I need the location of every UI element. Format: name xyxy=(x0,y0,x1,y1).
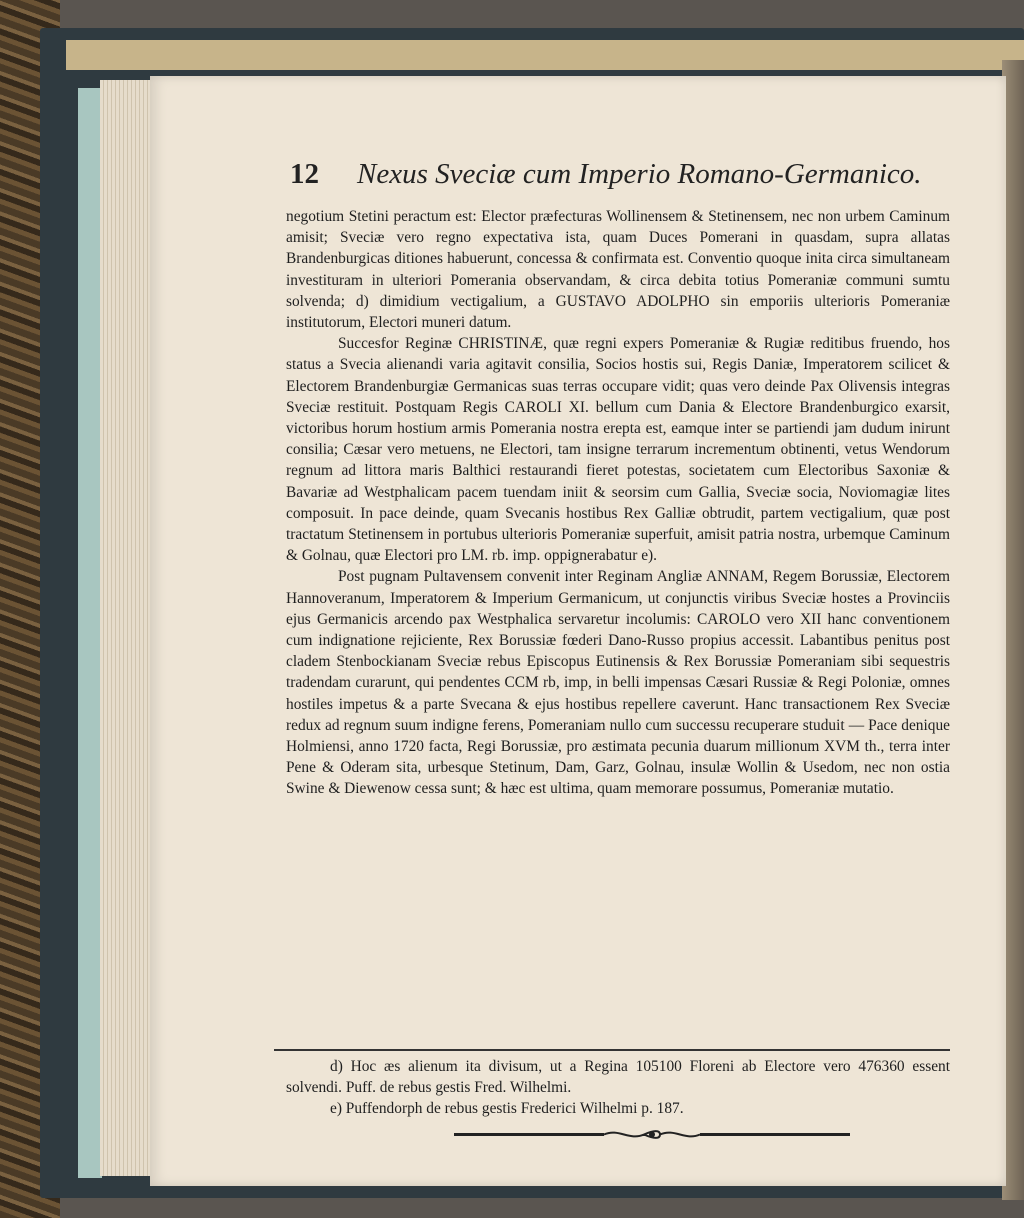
footnote-e: e) Puffendorph de rebus gestis Frederici Wilhelmi p. 187. xyxy=(330,1100,684,1117)
running-header xyxy=(290,158,930,191)
footnote-d: d) Hoc æs alienum ita divisum, ut a Regina 105100 Floreni ab Electore vero 476360 essent solvendi. Puff. de rebus gestis Fred. Wilhelmi. xyxy=(286,1058,950,1096)
footnote-rule xyxy=(274,1049,950,1051)
footnotes xyxy=(286,1056,950,1119)
main-text xyxy=(286,206,950,800)
paragraph-3: Post pugnam Pultavensem convenit inter Reginam Angliæ ANNAM, Regem Borussiæ, Electorem Hannoveranum, Imperatorem & Imperium Germanicum, ut conjunctis viribus Sveciæ hostes a Provinciis ejus Germanicis arcendo pax Westphalica servaretur incolumis: CAROLO vero XII hanc conventionem cum indignatione rejiciente, Rex Borussiæ fœderi Dano-Russo propius accessit. Labantibus penitus post cladem Stenbockianam Sveciæ rebus Episcopus Eutinensis & Rex Borussiæ Pomeraniam sibi sequestris tradendam curarunt, qui pendentes CCM rb, imp, in belli impensas Cæsari Russiæ & Regi Poloniæ, omnes hostiles impetus & a parte Svecana & ejus hostibus repellere caverunt. Hanc transactionem Rex Sveciæ redux ad regnum suum indigne ferens, Pomeraniam nullo cum successu recuperare studuit — Pace denique Holmiensi, anno 1720 facta, Regi Borussiæ, pro æstimata pecunia duarum millionum XVM th., terra inter Pene & Oderam sita, urbesque Stetinum, Dam, Garz, Golnau, insulæ Wollin & Usedom, nec non ostia Swine & Diewenow cessa sunt; & hæc est ultima, quam memorare possumus, Pomeraniæ mutatio. xyxy=(286,568,950,798)
paragraph-2: Succesfor Reginæ CHRISTINÆ, quæ regni expers Pomeraniæ & Rugiæ reditibus fruendo, hos status a Svecia alienandi varia agitavit consilia, Socios hostis sui, Regis Daniæ, Imperatorem scilicet & Electorem Brandenburgiæ Germanicas suas terras occupare vidit; quas vero deinde Pax Olivensis integras Sveciæ restituit. Postquam Regis CAROLI XI. bellum cum Dania & Electore Brandenburgico exarsit, victoribus horum hostium armis Pomerania nostra erepta est, eamque inter se partiendi jam dudum inirunt consilia; Cæsar vero metuens, ne Electori, tam insigne terrarum incrementum obtinenti, vetus Wendorum regnum ad littora maris Balthici restaurandi fieret potestas, societatem cum Electoribus Saxoniæ & Bavariæ ad Westphalicam pacem tuendam iniit & seorsim cum Gallia, Sveciæ socia, Noviomagiæ lites composuit. In pace deinde, quam Svecanis hostibus Rex Galliæ obtrudit, partem vectigalium, quæ post tractatum Stetinensem in portubus ulterioris Pomeraniæ superfuit, amisit patria nostra, urbemque Caminum & Golnau, quæ Electori pro LM. rb. imp. oppignerabatur e). xyxy=(286,335,950,565)
page-edge-colored xyxy=(78,88,102,1178)
page-top-edge xyxy=(66,40,1024,70)
page-number: 12 xyxy=(290,158,319,190)
decorative-ornament xyxy=(454,1128,850,1142)
paragraph-1: negotium Stetini peractum est: Elector præfecturas Wollinensem & Stetinensem, nec non urbem Caminum amisit; Sveciæ vero regno expectativa ista, quam Duces Pomerani in quasdam, supra allatas Brandenburgicas ditiones habuerunt, concessa & confirmata est. Conventio quoque inita circa simultaneam investituram in ulteriori Pomerania observandam, & circa debita totius Pomeraniæ communi sumtu solvenda; d) dimidium vectigalium, a GUSTAVO ADOLPHO sin emporiis ulterioris Pomeraniæ institutorum, Electori muneri datum. xyxy=(286,208,950,332)
running-title: Nexus Sveciæ cum Imperio Romano-Germanico. xyxy=(357,158,922,190)
